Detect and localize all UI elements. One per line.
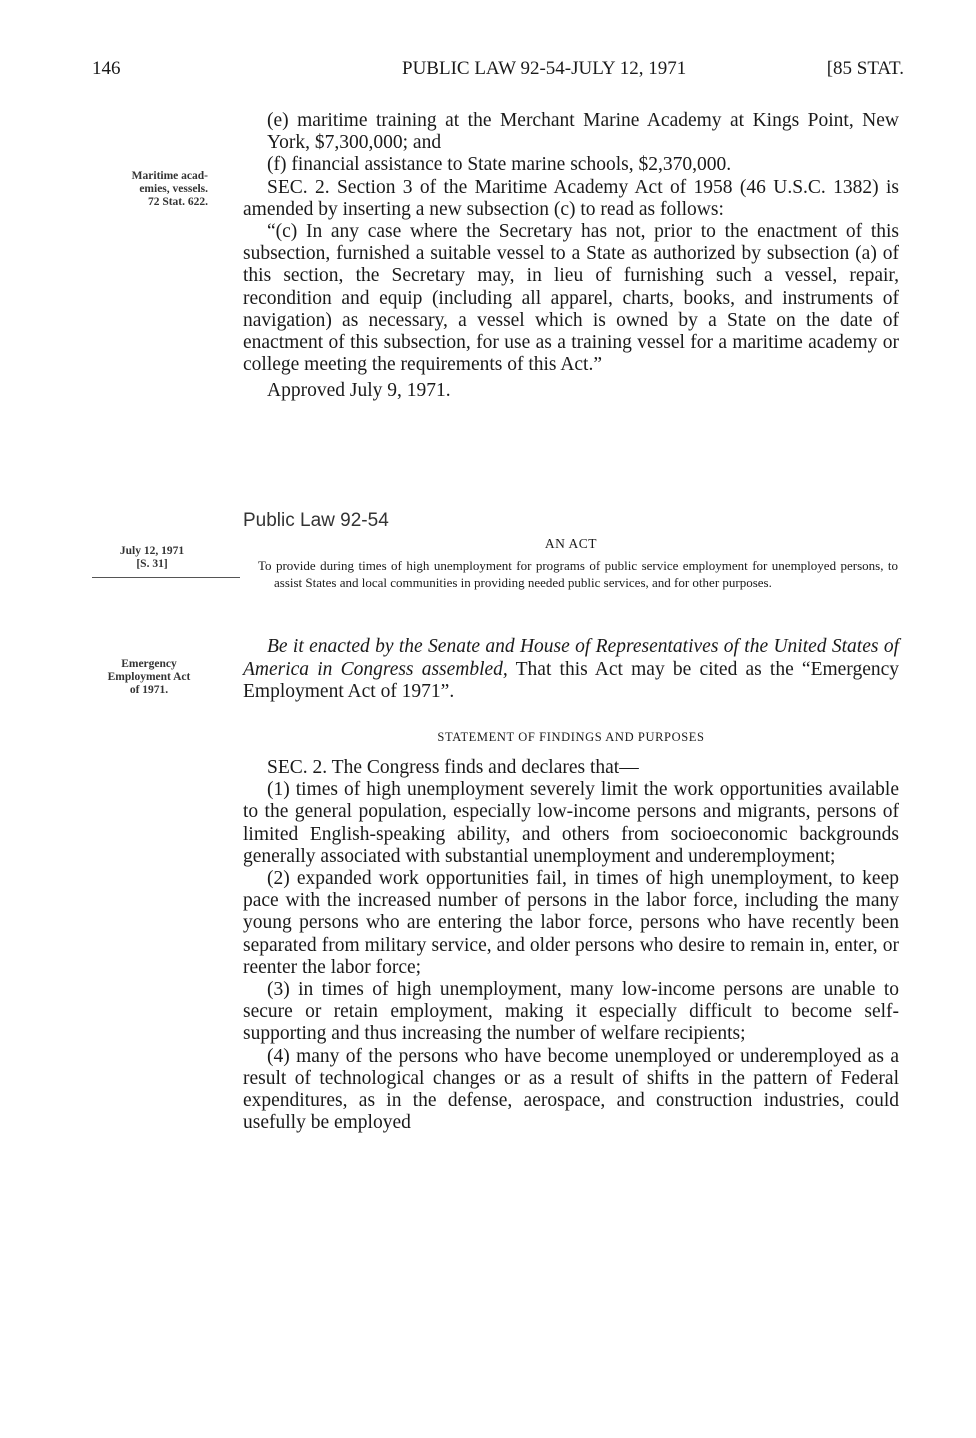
margin-note-maritime xyxy=(88,170,208,209)
margin-note-line: 72 Stat. 622. xyxy=(147,196,208,208)
paragraph-f: (f) financial assistance to State marine schools, $2,370,000. xyxy=(267,154,732,176)
margin-note-line: Maritime acad- xyxy=(131,170,208,182)
margin-note-line: emies, vessels. xyxy=(139,183,208,195)
act-description xyxy=(258,558,898,591)
finding-2: (2) expanded work opportunities fail, in times of high unemployment, to keep pace with the increased number of persons in the labor force, including the many young persons who are entering the labor force, persons who have recently been separated from military service, and older persons who desire to remain in, enter, or reenter the labor force; xyxy=(243,868,899,978)
enacting-clause-text xyxy=(243,636,899,704)
act-description-text: To provide during times of high unemployment for programs of public service employment for unemployed persons, to assist States and local communities in providing needed public services, and for other purposes. xyxy=(258,558,898,590)
margin-note-line: of 1971. xyxy=(129,684,169,696)
page-number: 146 xyxy=(92,58,121,79)
margin-note-line: Employment Act xyxy=(107,671,191,683)
margin-note-emergency xyxy=(88,658,210,697)
paragraph-e-text: (e) maritime training at the Merchant Marine Academy at Kings Point, New York, $7,300,000; and xyxy=(267,110,899,154)
running-title: PUBLIC LAW 92-54-JULY 12, 1971 xyxy=(402,58,687,79)
subsection-c: “(c) In any case where the Secretary has not, prior to the enactment of this subsection, furnished a suitable vessel to a State as authorized by subsection (a) of this section, the Secretary may, in lieu of furnishing such a vessel, repair, recondition and equip (including all apparel, charts, books, and instruments of navigation) as necessary, a vessel which is owned by a State on the date of enactment of this subsection, for use as a training vessel for a maritime academy or college meeting the requirements of this Act.” xyxy=(243,221,899,376)
public-law-title: Public Law 92-54 xyxy=(243,510,389,531)
margin-divider xyxy=(92,577,240,578)
paragraph-e xyxy=(243,110,899,154)
page-header xyxy=(92,58,904,88)
margin-note-line: July 12, 1971 xyxy=(119,545,185,557)
margin-note-line: Emergency xyxy=(121,658,177,670)
finding-3: (3) in times of high unemployment, many low-income persons are unable to secure or retain employment, making it especially difficult to become self-supporting and thus increasing the number of welfare recipients; xyxy=(243,979,899,1045)
enacting-clause-rest: That this Act may be cited as the “Emergency Employment Act of 1971”. xyxy=(243,658,900,702)
enacting-clause xyxy=(243,636,899,704)
section-2-intro: SEC. 2. The Congress finds and declares that— xyxy=(267,757,639,778)
finding-4: (4) many of the persons who have become unemployed or underemployed as a result of technological changes or as a result of shifts in the pattern of Federal expenditures, as in the defense, aerospace, and construction industries, could usefully be employed xyxy=(243,1045,899,1134)
act-heading: AN ACT xyxy=(544,536,598,551)
section-2-amendment: SEC. 2. Section 3 of the Maritime Academy Act of 1958 (46 U.S.C. 1382) is amended by inserting a new subsection (c) to read as follows: xyxy=(243,176,899,220)
top-section xyxy=(243,110,899,403)
finding-1: (1) times of high unemployment severely limit the work opportunities available to the general population, especially low-income persons and migrants, persons of limited English-speaking ability, and others from socioeconomic backgrounds generally associated with substantial unemployment and underemployment; xyxy=(243,779,899,867)
margin-note-line: [S. 31] xyxy=(136,558,168,570)
margin-note-date xyxy=(92,545,212,571)
findings-section xyxy=(243,757,899,1134)
statute-reference: [85 STAT. xyxy=(826,58,904,79)
enacting-clause-italic: Be it enacted by the Senate and House of Representatives of the United States of America in Congress assembled, xyxy=(243,636,899,680)
section-heading: STATEMENT OF FINDINGS AND PURPOSES xyxy=(437,730,705,744)
approved-line: Approved July 9, 1971. xyxy=(267,380,451,402)
